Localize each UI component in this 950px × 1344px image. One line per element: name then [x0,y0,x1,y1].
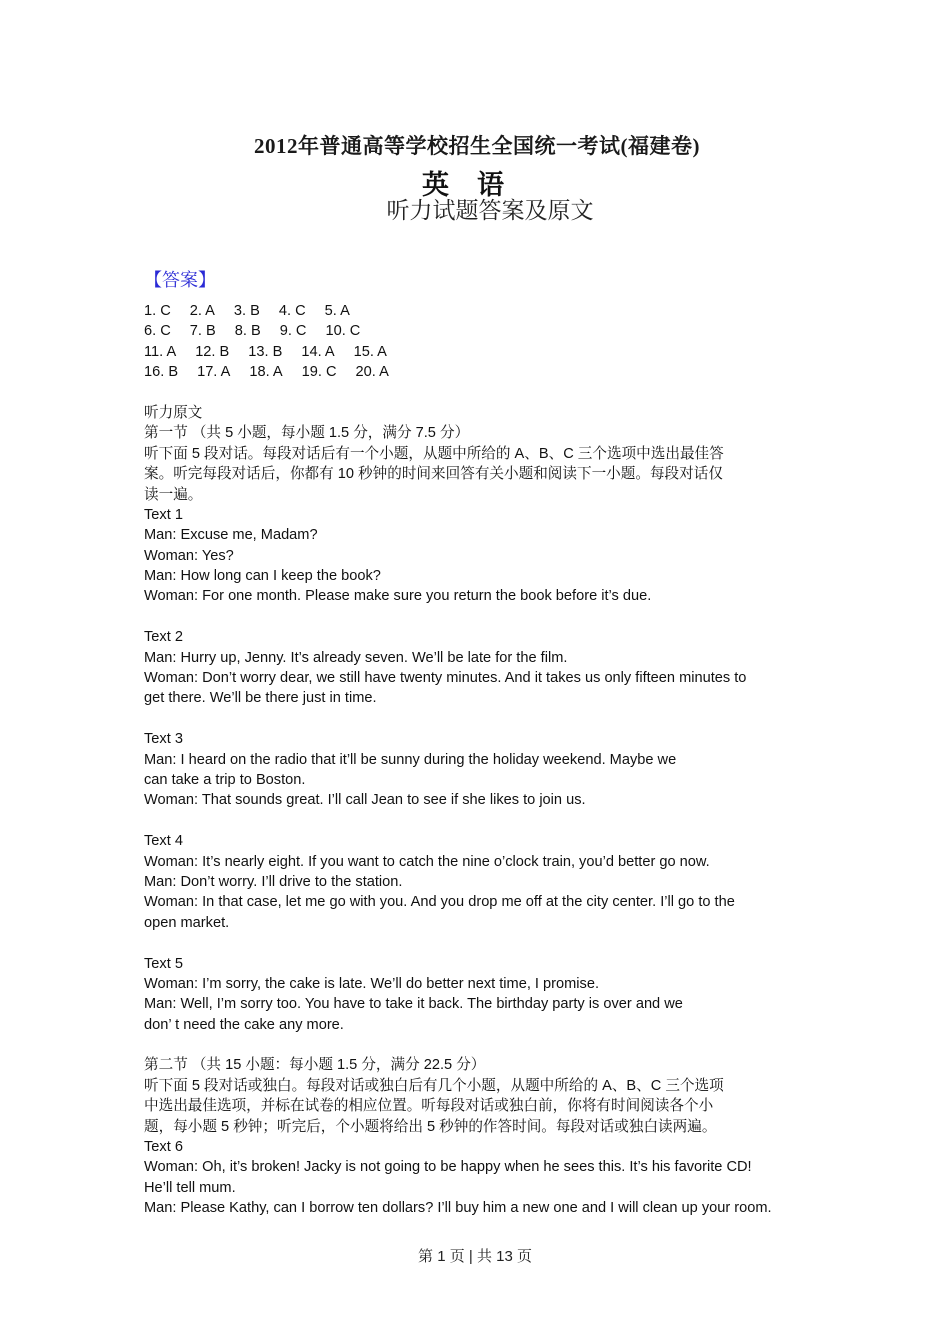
transcript-line: Woman: Don’t worry dear, we still have twenty minutes. And it takes us only fifteen minutes to [144,670,747,687]
exam-title: 2012年普通高等学校招生全国统一考试(福建卷) [254,134,700,158]
answer-row [144,321,824,341]
answer-item: 2. A [189,303,215,319]
text-heading: Text 3 [144,731,183,748]
page-footer: 第 1 页 | 共 13 页 [418,1248,532,1265]
transcript-line: 听下面 5 段对话。每段对话后有一个小题，从题中所给的 A、B、C 三个选项中选出最佳答 [144,445,724,462]
transcript-line: Woman: In that case, let me go with you. And you drop me off at the city center. I’ll go to the [144,894,735,911]
transcript-line: Woman: For one month. Please make sure you return the book before it’s due. [144,588,652,605]
answer-item: 5. A [324,303,350,319]
text-heading: Text 2 [144,629,183,646]
transcript-line: 第一节 （共 5 小题，每小题 1.5 分，满分 7.5 分） [144,425,470,442]
answer-item: 18. A [249,364,283,381]
transcript-line: Woman: That sounds great. I’ll call Jean to see if she likes to join us. [144,792,586,809]
transcript-line: Woman: Oh, it’s broken! Jacky is not going to be happy when he sees this. It’s his favorite CD! [144,1159,752,1176]
transcript-line: Man: Excuse me, Madam? [144,527,318,544]
answer-item: 10. C [325,323,361,340]
transcript-line: 题，每小题 5 秒钟；听完后，个小题将给出 5 秒钟的作答时间。每段对话或独白读两遍。 [144,1118,717,1135]
transcript-line: can take a trip to Boston. [144,771,306,788]
listening-transcript [144,383,824,1219]
answer-item: 14. A [301,343,335,360]
transcript-line: open market. [144,914,230,931]
transcript-line: Man: How long can I keep the book? [144,568,381,585]
answer-item: 17. A [197,364,231,381]
text-heading: Text 4 [144,833,183,850]
answer-item: 7. B [189,323,216,340]
answer-item: 12. B [195,343,230,360]
transcript-line: Man: Please Kathy, can I borrow ten dollars? I’ll buy him a new one and I will clean up your room. [144,1200,772,1217]
transcript-line: 听力原文 [144,404,203,421]
blank-line [144,607,824,627]
transcript-line: get there. We’ll be there just in time. [144,690,377,707]
transcript-line: Woman: I’m sorry, the cake is late. We’ll do better next time, I promise. [144,975,599,992]
transcript-line: 案。听完每段对话后，你都有 10 秒钟的时间来回答有关小题和阅读下一小题。每段对话仅 [144,466,723,483]
text-heading: Text 5 [144,955,183,972]
answer-row [144,301,824,321]
transcript-line: 第二节 （共 15 小题：每小题 1.5 分，满分 22.5 分） [144,1057,486,1074]
answer-item: 9. C [279,323,307,340]
document-subtitle: 听力试题答案及原文 [386,198,594,223]
blank-line [144,1035,824,1055]
text-heading: Text 1 [144,506,183,523]
answer-item: 15. A [353,343,387,360]
document-body [144,301,824,1219]
answer-item: 6. C [144,323,171,340]
transcript-line: Man: Hurry up, Jenny. It’s already seven. We’ll be late for the film. [144,649,568,666]
transcript-line: Woman: Yes? [144,547,234,564]
transcript-line: 中选出最佳选项，并标在试卷的相应位置。听每段对话或独白前，你将有时间阅读各个小 [144,1098,714,1115]
transcript-line: 听下面 5 段对话或独白。每段对话或独白后有几个小题，从题中所给的 A、B、C 三个选项 [144,1077,724,1094]
answers-heading: 【答案】 [144,270,216,291]
answer-row [144,342,824,362]
answer-item: 8. B [234,323,261,340]
answer-item: 4. C [278,303,306,319]
answer-item: 3. B [233,303,260,319]
answer-item: 1. C [144,303,171,319]
answer-item: 13. B [248,343,283,360]
blank-line [144,811,824,831]
blank-line [144,383,824,403]
text-heading: Text 6 [144,1139,183,1156]
subject-title: 英语 [422,170,532,200]
blank-line [144,709,824,729]
transcript-line: Woman: It’s nearly eight. If you want to catch the nine o’clock train, you’d better go now. [144,853,710,870]
blank-line [144,933,824,953]
transcript-line: Man: Well, I’m sorry too. You have to take it back. The birthday party is over and we [144,996,683,1013]
transcript-line: Man: I heard on the radio that it’ll be sunny during the holiday weekend. Maybe we [144,751,677,768]
answer-item: 11. A [144,343,177,360]
answer-item: 20. A [355,364,389,381]
transcript-line: don’ t need the cake any more. [144,1016,344,1033]
answer-row [144,362,824,382]
answer-item: 19. C [301,364,337,381]
transcript-line: Man: Don’t worry. I’ll drive to the station. [144,873,403,890]
answer-item: 16. B [144,364,179,381]
transcript-line: He’ll tell mum. [144,1179,236,1196]
transcript-line: 读一遍。 [144,486,203,503]
answer-key [144,301,824,383]
